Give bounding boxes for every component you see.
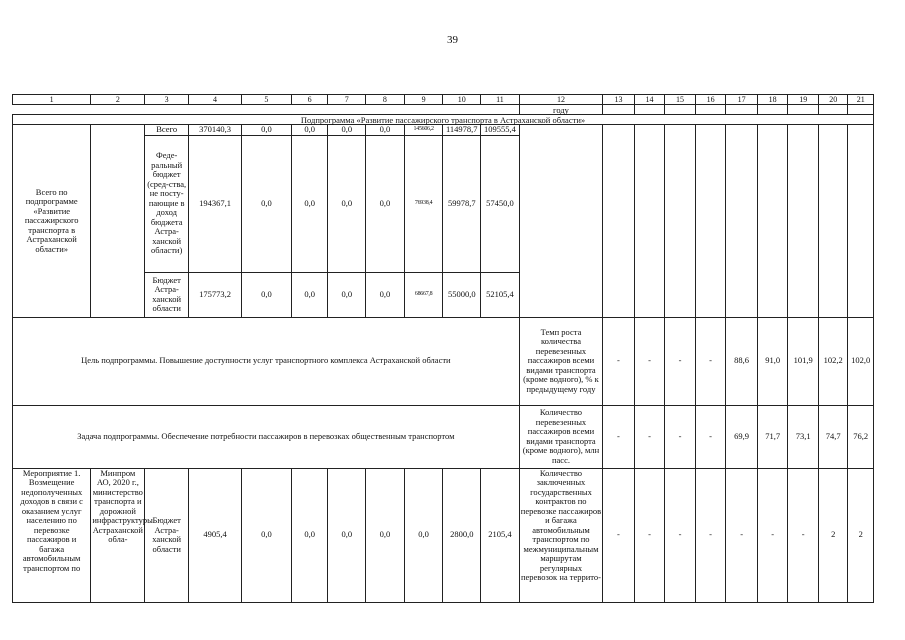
col-num: 11	[481, 95, 520, 105]
value-cell: 71,7	[757, 405, 788, 468]
col-num: 6	[291, 95, 328, 105]
value-cell: 76,2	[848, 405, 874, 468]
value-cell: -	[634, 468, 665, 602]
col-num: 13	[603, 95, 635, 105]
value-cell: 0,0	[366, 272, 405, 317]
value-cell: 102,2	[818, 317, 848, 405]
value-cell: -	[634, 405, 665, 468]
value-cell: 76938,4	[404, 135, 443, 272]
col-num: 3	[145, 95, 189, 105]
col-num: 17	[726, 95, 758, 105]
value-cell: -	[788, 468, 819, 602]
col-num: 20	[818, 95, 848, 105]
total-all-row	[13, 125, 874, 136]
col-num: 1	[13, 95, 91, 105]
value-cell: 0,0	[291, 468, 328, 602]
source-cell: Всего	[145, 125, 189, 136]
col12-continuation-row	[13, 105, 874, 115]
total-label: Всего по подпрограмме «Развитие пассажирского транспорта в Астраханской области»	[13, 125, 91, 318]
value-cell: 52105,4	[481, 272, 520, 317]
col-num: 5	[241, 95, 291, 105]
value-cell: 114978,7	[443, 125, 481, 136]
value-cell: -	[665, 468, 696, 602]
value-cell: -	[634, 317, 665, 405]
value-cell: -	[695, 468, 726, 602]
value-cell: 0,0	[241, 135, 291, 272]
subprogram-title-row	[13, 115, 874, 125]
value-cell: 0,0	[328, 125, 366, 136]
source-cell: Феде-ральный бюджет (сред-ства, не посту-пающие в доход бюджета Астра-ханской области)	[145, 135, 189, 272]
col-num: 21	[848, 95, 874, 105]
value-cell: 59978,7	[443, 135, 481, 272]
task-indicator: Количество перевезенных пассажиров всеми видами транспорта (кроме водного), млн пасс.	[519, 405, 602, 468]
col-num: 7	[328, 95, 366, 105]
value-cell: 0,0	[328, 272, 366, 317]
subprogram-title: Подпрограмма «Развитие пассажирского транспорта в Астраханской области»	[13, 115, 874, 125]
value-cell: -	[665, 317, 696, 405]
column-numbers-row	[13, 95, 874, 105]
source-cell: Бюджет Астра-ханской области	[145, 468, 189, 602]
col-num: 16	[695, 95, 726, 105]
value-cell: 2	[818, 468, 848, 602]
measure-indicator: Количество заключенных государственных контрактов по перевозке пассажиров и багажа автомобильным транспортом по межмуниципальным маршрутам регулярных перевозок на террито-	[519, 468, 602, 602]
value-cell: 73,1	[788, 405, 819, 468]
goal-indicator: Темп роста количества перевезенных пассажиров всеми видами транспорта (кроме водного), % к предыдущему году	[519, 317, 602, 405]
value-cell: 175773,2	[189, 272, 242, 317]
value-cell: 370140,3	[189, 125, 242, 136]
measure-name: Мероприятие 1. Возмещение недополученных доходов в связи с оказанием услуг населению по перевозке пассажиров и багажа автомобильным транспортом по	[13, 468, 91, 602]
value-cell: 102,0	[848, 317, 874, 405]
value-cell: 0,0	[328, 468, 366, 602]
col-num: 15	[665, 95, 696, 105]
measure-executor: Минпром АО, 2020 г., министерство транспорта и дорожной инфраструктуры Астраханской обла-	[91, 468, 145, 602]
col-num: 12	[519, 95, 602, 105]
program-table	[12, 94, 874, 603]
value-cell: 0,0	[241, 272, 291, 317]
goal-text: Цель подпрограммы. Повышение доступности услуг транспортного комплекса Астраханской области	[13, 317, 520, 405]
measure-row	[13, 468, 874, 602]
value-cell: 0,0	[241, 125, 291, 136]
value-cell: -	[603, 468, 635, 602]
col12-continuation: году	[519, 105, 602, 115]
task-text: Задача подпрограммы. Обеспечение потребности пассажиров в перевозках общественным транспортом	[13, 405, 520, 468]
value-cell: 91,0	[757, 317, 788, 405]
value-cell: -	[665, 405, 696, 468]
source-cell: Бюджет Астра-ханской области	[145, 272, 189, 317]
goal-row	[13, 317, 874, 405]
col-num: 2	[91, 95, 145, 105]
value-cell: 2105,4	[481, 468, 520, 602]
page-number: 39	[447, 34, 458, 46]
col-num: 18	[757, 95, 788, 105]
value-cell: 0,0	[366, 135, 405, 272]
value-cell: 74,7	[818, 405, 848, 468]
col-num: 14	[634, 95, 665, 105]
value-cell: 145606,2	[404, 125, 443, 136]
value-cell: 2	[848, 468, 874, 602]
value-cell: 55000,0	[443, 272, 481, 317]
value-cell: 101,9	[788, 317, 819, 405]
col-num: 9	[404, 95, 443, 105]
value-cell: 0,0	[328, 135, 366, 272]
value-cell: -	[757, 468, 788, 602]
value-cell: 68667,8	[404, 272, 443, 317]
value-cell: -	[695, 317, 726, 405]
value-cell: 88,6	[726, 317, 758, 405]
value-cell: 0,0	[404, 468, 443, 602]
col-num: 8	[366, 95, 405, 105]
value-cell: 0,0	[291, 125, 328, 136]
value-cell: 0,0	[241, 468, 291, 602]
col-num: 19	[788, 95, 819, 105]
col-num: 4	[189, 95, 242, 105]
value-cell: 0,0	[366, 468, 405, 602]
value-cell: 69,9	[726, 405, 758, 468]
value-cell: 194367,1	[189, 135, 242, 272]
value-cell: 2800,0	[443, 468, 481, 602]
task-row	[13, 405, 874, 468]
value-cell: 109555,4	[481, 125, 520, 136]
value-cell: 57450,0	[481, 135, 520, 272]
value-cell: 4905,4	[189, 468, 242, 602]
value-cell: 0,0	[291, 272, 328, 317]
value-cell: -	[726, 468, 758, 602]
value-cell: -	[695, 405, 726, 468]
col-num: 10	[443, 95, 481, 105]
value-cell: -	[603, 405, 635, 468]
value-cell: 0,0	[291, 135, 328, 272]
value-cell: -	[603, 317, 635, 405]
value-cell: 0,0	[366, 125, 405, 136]
